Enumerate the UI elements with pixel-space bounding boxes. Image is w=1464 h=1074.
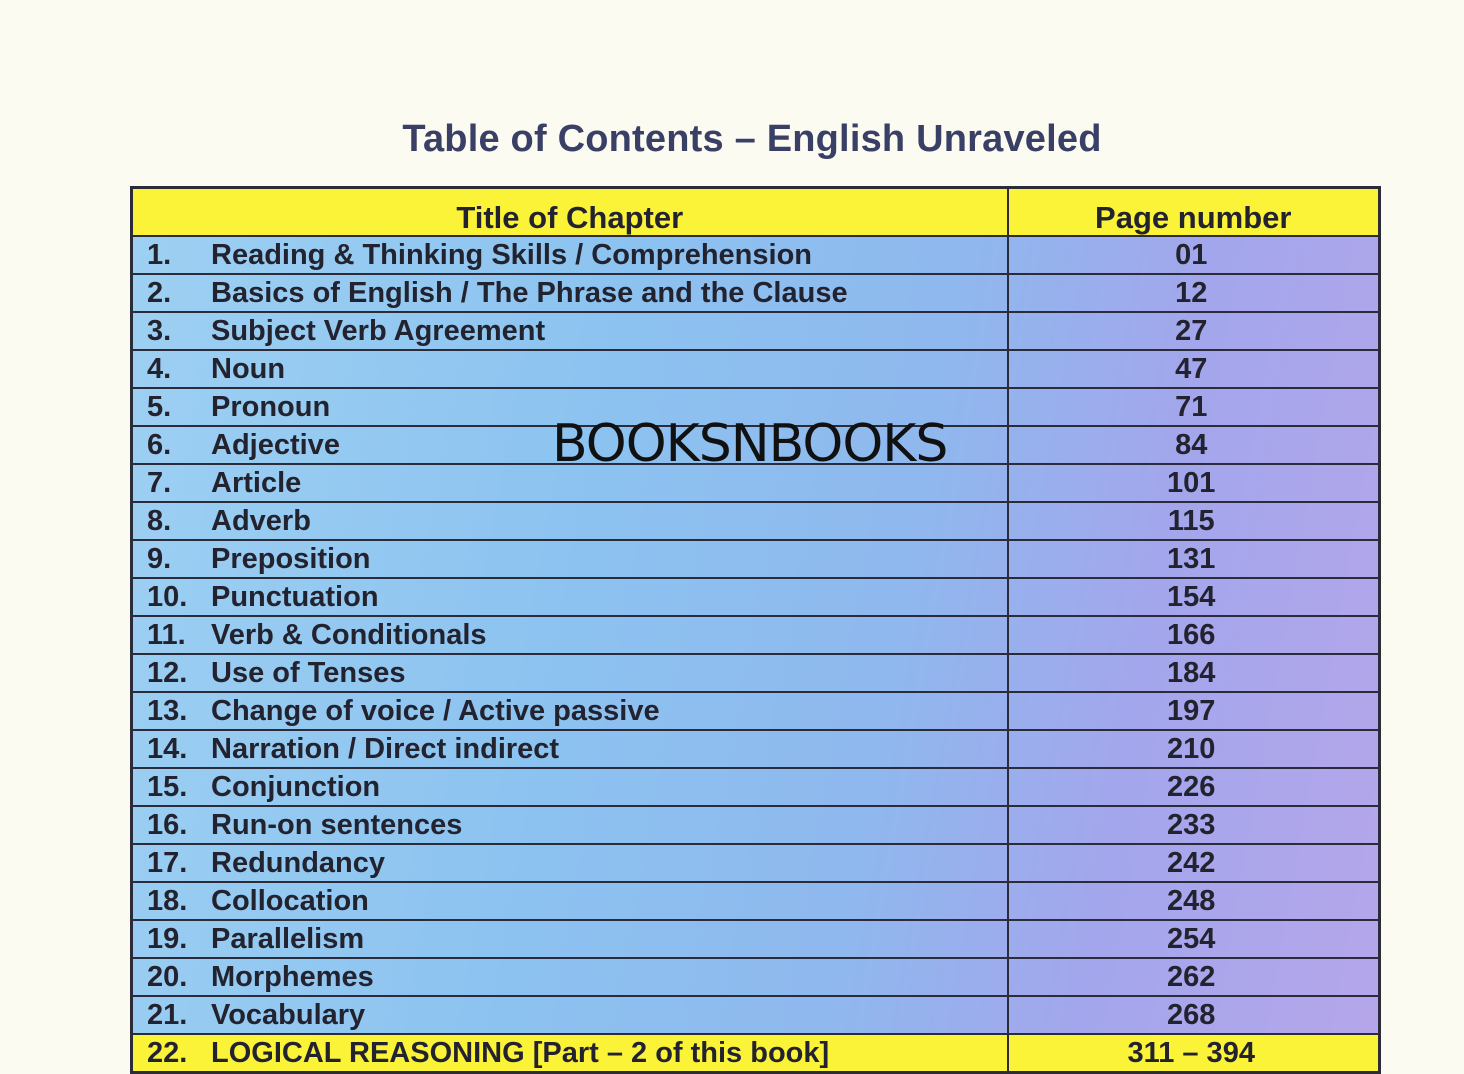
chapter-title: Adverb bbox=[211, 504, 311, 537]
chapter-title: Vocabulary bbox=[211, 998, 366, 1031]
page-number-cell: 101 bbox=[1008, 464, 1380, 502]
chapter-number: 5. bbox=[147, 390, 172, 423]
page-number-cell: 197 bbox=[1008, 692, 1380, 730]
chapter-number: 3. bbox=[147, 314, 172, 347]
chapter-title: Noun bbox=[211, 352, 286, 385]
table-of-contents bbox=[130, 186, 1381, 1074]
page-number-cell: 115 bbox=[1008, 502, 1380, 540]
chapter-title: Subject Verb Agreement bbox=[211, 314, 546, 347]
table-row bbox=[132, 236, 1380, 274]
table-row bbox=[132, 920, 1380, 958]
chapter-title: Verb & Conditionals bbox=[211, 618, 487, 651]
chapter-number: 12. bbox=[147, 656, 188, 689]
page-number-cell: 311 – 394 bbox=[1008, 1034, 1380, 1073]
page-number-cell: 27 bbox=[1008, 312, 1380, 350]
page-number-cell: 262 bbox=[1008, 958, 1380, 996]
chapter-title-cell bbox=[132, 654, 1008, 692]
chapter-number: 6. bbox=[147, 428, 172, 461]
table-row bbox=[132, 1034, 1380, 1073]
chapter-title-cell bbox=[132, 768, 1008, 806]
chapter-number: 2. bbox=[147, 276, 172, 309]
table-row bbox=[132, 274, 1380, 312]
chapter-title: Preposition bbox=[211, 542, 371, 575]
chapter-title: Basics of English / The Phrase and the Clause bbox=[211, 276, 848, 309]
chapter-title: Collocation bbox=[211, 884, 369, 917]
page-number-cell: 47 bbox=[1008, 350, 1380, 388]
chapter-title-cell bbox=[132, 502, 1008, 540]
chapter-title: Adjective bbox=[211, 428, 340, 461]
table-row bbox=[132, 578, 1380, 616]
table-row bbox=[132, 616, 1380, 654]
page-number-cell: 12 bbox=[1008, 274, 1380, 312]
chapter-title-cell bbox=[132, 236, 1008, 274]
chapter-title: Change of voice / Active passive bbox=[211, 694, 660, 727]
chapter-title: Run-on sentences bbox=[211, 808, 463, 841]
chapter-number: 7. bbox=[147, 466, 172, 499]
table-header-row bbox=[132, 188, 1380, 237]
table-row bbox=[132, 350, 1380, 388]
column-header-page: Page number bbox=[1008, 188, 1380, 237]
chapter-number: 13. bbox=[147, 694, 188, 727]
page-number-cell: 166 bbox=[1008, 616, 1380, 654]
chapter-number: 4. bbox=[147, 352, 172, 385]
chapter-title-cell bbox=[132, 806, 1008, 844]
page-number-cell: 71 bbox=[1008, 388, 1380, 426]
table-row bbox=[132, 958, 1380, 996]
chapter-number: 8. bbox=[147, 504, 172, 537]
chapter-number: 20. bbox=[147, 960, 188, 993]
chapter-title: Redundancy bbox=[211, 846, 386, 879]
chapter-title-cell bbox=[132, 692, 1008, 730]
table-row bbox=[132, 692, 1380, 730]
page-number-cell: 154 bbox=[1008, 578, 1380, 616]
chapter-number: 11. bbox=[147, 618, 186, 651]
table-row bbox=[132, 768, 1380, 806]
chapter-title-cell bbox=[132, 920, 1008, 958]
table-row bbox=[132, 806, 1380, 844]
chapter-number: 1. bbox=[147, 238, 172, 271]
chapter-title: Pronoun bbox=[211, 390, 331, 423]
table-row bbox=[132, 654, 1380, 692]
chapter-title-cell bbox=[132, 844, 1008, 882]
chapter-title: Article bbox=[211, 466, 302, 499]
table-row bbox=[132, 730, 1380, 768]
page-number-cell: 233 bbox=[1008, 806, 1380, 844]
chapter-title: Reading & Thinking Skills / Comprehension bbox=[211, 238, 813, 271]
table-row bbox=[132, 312, 1380, 350]
chapter-title-cell bbox=[132, 996, 1008, 1034]
page-number-cell: 254 bbox=[1008, 920, 1380, 958]
table-row bbox=[132, 996, 1380, 1034]
page-number-cell: 131 bbox=[1008, 540, 1380, 578]
page-number-cell: 268 bbox=[1008, 996, 1380, 1034]
table-row bbox=[132, 502, 1380, 540]
page-number-cell: 84 bbox=[1008, 426, 1380, 464]
chapter-title: Morphemes bbox=[211, 960, 374, 993]
column-header-chapter: Title of Chapter bbox=[132, 188, 1008, 237]
chapter-title-cell bbox=[132, 882, 1008, 920]
page-number-cell: 01 bbox=[1008, 236, 1380, 274]
chapter-title-cell bbox=[132, 958, 1008, 996]
watermark: BOOKSNBOOKS bbox=[552, 414, 948, 474]
page-number-cell: 226 bbox=[1008, 768, 1380, 806]
page-number-cell: 210 bbox=[1008, 730, 1380, 768]
chapter-number: 19. bbox=[147, 922, 188, 955]
chapter-number: 18. bbox=[147, 884, 188, 917]
page-title: Table of Contents – English Unraveled bbox=[402, 118, 1102, 160]
chapter-title-cell bbox=[132, 540, 1008, 578]
page-number-cell: 242 bbox=[1008, 844, 1380, 882]
chapter-number: 16. bbox=[147, 808, 188, 841]
chapter-title: Conjunction bbox=[211, 770, 381, 803]
chapter-title: Use of Tenses bbox=[211, 656, 406, 689]
chapter-title-cell bbox=[132, 312, 1008, 350]
table-row bbox=[132, 540, 1380, 578]
page-number-cell: 184 bbox=[1008, 654, 1380, 692]
chapter-title-cell bbox=[132, 616, 1008, 654]
chapter-title-cell bbox=[132, 350, 1008, 388]
chapter-number: 14. bbox=[147, 732, 188, 765]
chapter-number: 22. bbox=[147, 1036, 188, 1069]
chapter-number: 10. bbox=[147, 580, 188, 613]
chapter-title-cell bbox=[132, 1034, 1008, 1073]
chapter-number: 21. bbox=[147, 998, 188, 1031]
table-body bbox=[132, 236, 1380, 1073]
chapter-number: 17. bbox=[147, 846, 188, 879]
chapter-number: 9. bbox=[147, 542, 172, 575]
chapter-title: Narration / Direct indirect bbox=[211, 732, 560, 765]
chapter-title-cell bbox=[132, 274, 1008, 312]
chapter-title-cell bbox=[132, 730, 1008, 768]
chapter-title: LOGICAL REASONING [Part – 2 of this book] bbox=[211, 1036, 830, 1069]
chapter-number: 15. bbox=[147, 770, 188, 803]
table-row bbox=[132, 882, 1380, 920]
page-number-cell: 248 bbox=[1008, 882, 1380, 920]
chapter-title-cell bbox=[132, 578, 1008, 616]
chapter-title: Punctuation bbox=[211, 580, 379, 613]
table-row bbox=[132, 844, 1380, 882]
chapter-title: Parallelism bbox=[211, 922, 365, 955]
